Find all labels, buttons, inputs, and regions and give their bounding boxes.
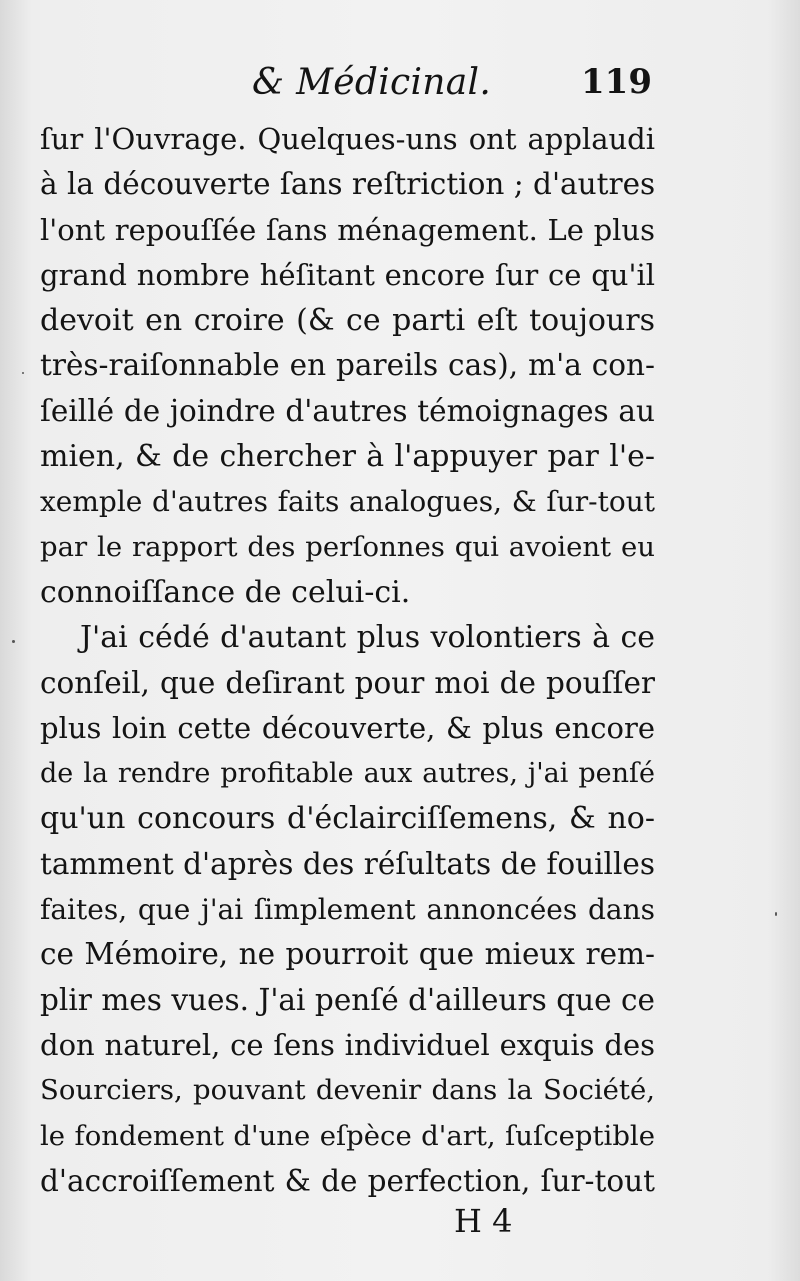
ink-speck (775, 912, 777, 916)
text-line: ſur l'Ouvrage. Quelques-uns ont applaudi (40, 122, 655, 156)
running-head (252, 62, 652, 112)
text-line: le fondement d'une eſpèce d'art, ſuſceptible (40, 1119, 655, 1152)
text-line: connoiſſance de celui-ci. (40, 574, 411, 610)
text-line: faites, que j'ai ſimplement annoncées dans (40, 893, 655, 927)
text-line: très-raiſonnable en pareils cas), m'a con- (40, 348, 655, 383)
text-line: devoit en croire (& ce parti eſt toujours (40, 303, 655, 339)
paragraph-2 (40, 615, 655, 1204)
text-line: de la rendre profitable aux autres, j'ai penſé (40, 758, 655, 790)
running-title: & Médicinal. (252, 62, 492, 103)
text-line: ſeillé de joindre d'autres témoignages au (40, 393, 655, 428)
text-line: xemple d'autres faits analogues, & ſur-tout (40, 485, 655, 519)
signature-mark: H 4 (454, 1202, 513, 1240)
text-line: Sourciers, pouvant devenir dans la Société, (40, 1074, 655, 1107)
text-line: grand nombre héſitant encore ſur ce qu'il (40, 257, 655, 292)
paragraph-1 (40, 117, 655, 615)
ink-speck (22, 372, 24, 374)
text-line: qu'un concours d'éclairciſſemens, & no- (40, 801, 655, 837)
text-line: plus loin cette découverte, & plus encore (40, 710, 655, 745)
body-text (40, 117, 655, 1204)
text-line: mien, & de chercher à l'appuyer par l'e- (40, 439, 655, 475)
ink-speck (12, 640, 15, 643)
text-line: par le rapport des perſonnes qui avoient eu (40, 530, 655, 563)
text-line: ce Mémoire, ne pourroit que mieux rem- (40, 937, 655, 972)
text-line: don naturel, ce ſens individuel exquis des (40, 1027, 655, 1062)
text-line: d'accroiſſement & de perfection, ſur-tout (40, 1163, 655, 1198)
text-line: J'ai cédé d'autant plus volontiers à ce (80, 620, 655, 656)
text-line: tamment d'après des réſultats de fouilles (40, 846, 655, 881)
page-number: 119 (581, 62, 652, 102)
text-line: l'ont repouſſée ſans ménagement. Le plus (40, 212, 655, 247)
text-line: à la découverte ſans reſtriction ; d'autres (40, 167, 655, 202)
text-line: plir mes vues. J'ai penſé d'ailleurs que ce (40, 982, 655, 1017)
text-line: conſeil, que deſirant pour moi de pouſſer (40, 665, 655, 700)
